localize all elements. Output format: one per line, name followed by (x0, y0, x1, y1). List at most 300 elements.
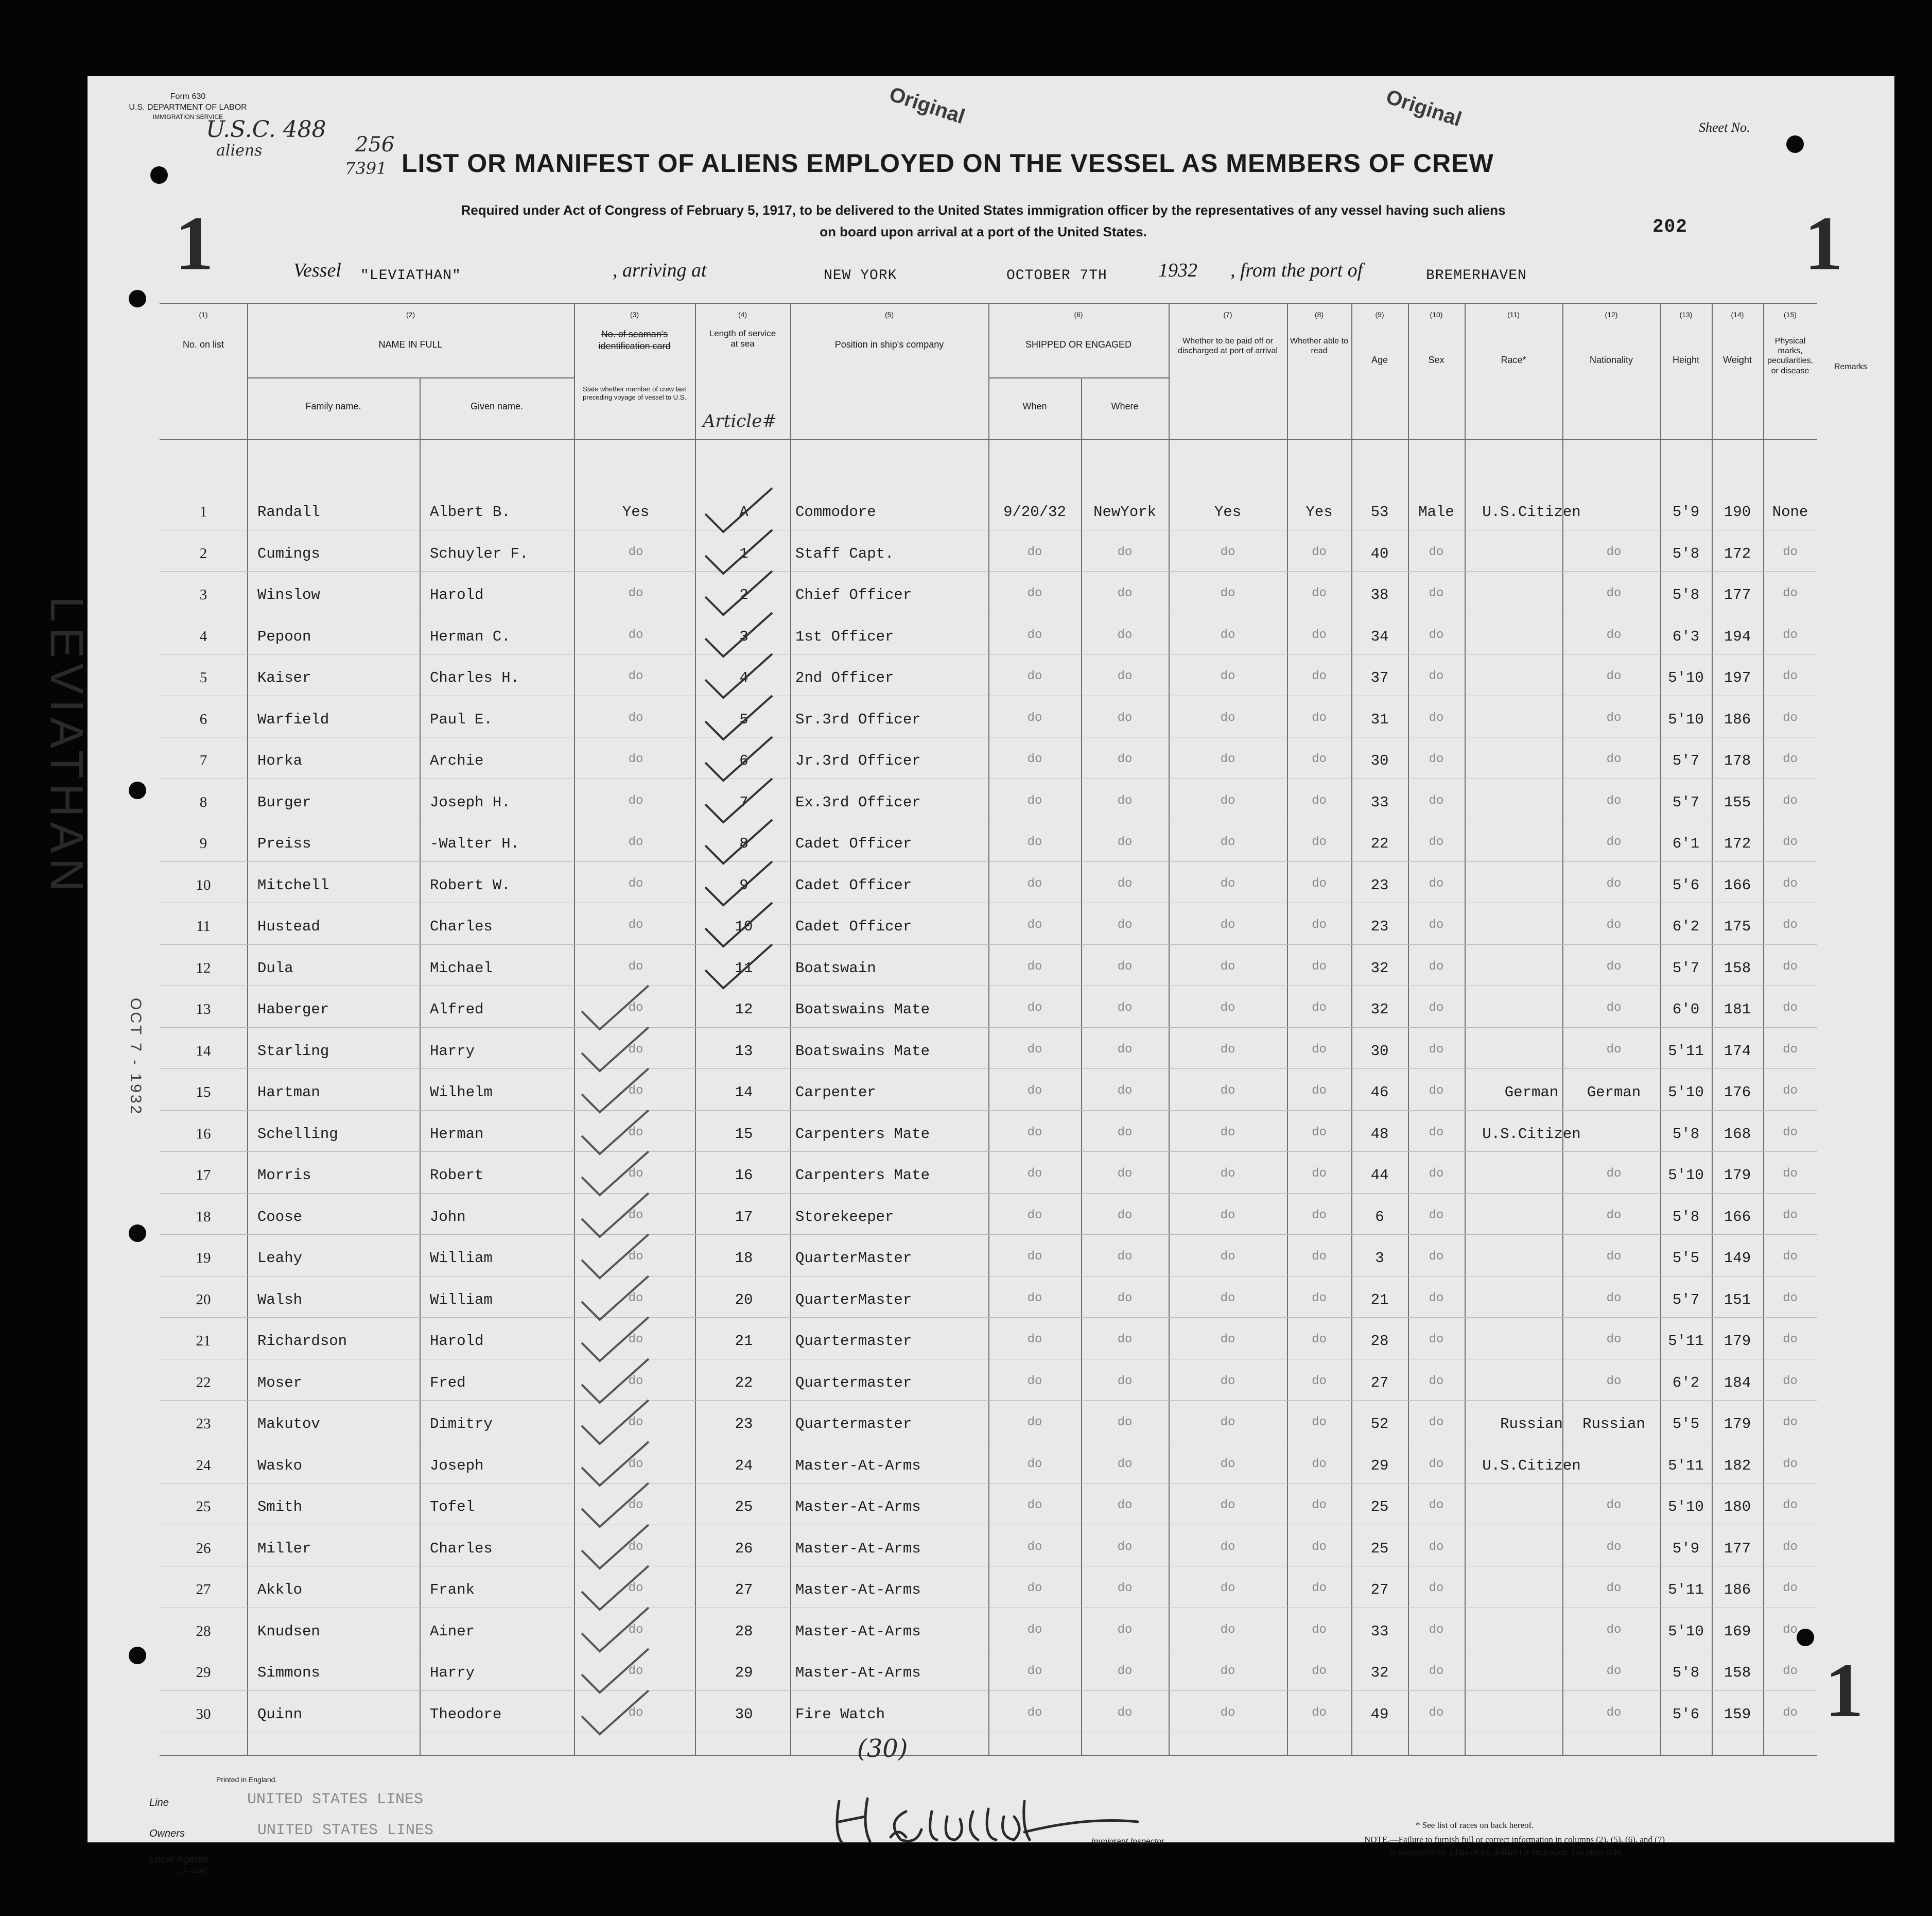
cell-where: do (1117, 545, 1133, 559)
cell-nat: do (1606, 752, 1622, 766)
cell-height: 5'7 (1672, 793, 1700, 811)
cell-no: 17 (196, 1167, 211, 1183)
cell-weight: 177 (1724, 586, 1751, 603)
cell-height: 5'8 (1672, 545, 1700, 562)
line-value: UNITED STATES LINES (247, 1791, 424, 1808)
cell-position: Fire Watch (795, 1705, 885, 1723)
cell-service: 9 (739, 876, 749, 894)
cell-sex: do (1429, 1125, 1444, 1140)
punch-hole (129, 1647, 146, 1664)
cell-prev: do (628, 1333, 643, 1347)
cell-position: Ex.3rd Officer (795, 793, 921, 811)
cell-position: Quartermaster (795, 1374, 912, 1391)
cell-given: Frank (430, 1581, 475, 1598)
header-id-card: No. of seaman's identification card (598, 329, 671, 351)
cell-weight: 182 (1724, 1457, 1751, 1474)
cell-age: 38 (1370, 586, 1389, 603)
cell-weight: 172 (1724, 835, 1751, 852)
cell-when: do (1027, 1084, 1042, 1098)
cell-height: 5'6 (1672, 1705, 1700, 1723)
cell-where: do (1117, 1125, 1133, 1140)
cell-family: Knudsen (257, 1622, 320, 1640)
cell-nat: do (1606, 835, 1622, 849)
printed-note: Printed in England. (216, 1775, 277, 1784)
table-row (160, 1245, 1817, 1286)
penalty-note-2: is punishable by a fine of ten dollars for each alien. See other side. (1390, 1847, 1623, 1857)
header-given-name: Given name. (470, 401, 524, 411)
cell-no: 6 (199, 711, 207, 728)
cell-prev: do (628, 1001, 643, 1015)
header-sex: Sex (1428, 355, 1444, 365)
cell-sex: do (1429, 876, 1444, 891)
cell-phys: do (1783, 1457, 1798, 1471)
cell-weight: 158 (1724, 1664, 1751, 1681)
cell-prev: do (628, 1374, 643, 1388)
cell-position: Commodore (795, 504, 876, 521)
cell-where: do (1117, 628, 1133, 642)
cell-position: Boatswain (795, 959, 876, 977)
col-num: (7) (1223, 310, 1232, 319)
cell-paid: do (1220, 959, 1235, 974)
cell-nat: do (1606, 1167, 1622, 1181)
cell-read: do (1312, 1705, 1327, 1720)
cell-family: Morris (257, 1167, 311, 1184)
department: U.S. DEPARTMENT OF LABOR (129, 102, 247, 112)
col-num: (4) (738, 310, 747, 319)
cell-weight: 179 (1724, 1167, 1751, 1184)
table-row (160, 1576, 1817, 1617)
cell-paid: do (1220, 1001, 1235, 1015)
cell-prev: do (628, 711, 643, 725)
cell-paid: do (1220, 628, 1235, 642)
cell-service: 16 (735, 1167, 753, 1184)
header-shipped: SHIPPED OR ENGAGED (1025, 339, 1132, 350)
cell-family: Horka (257, 752, 303, 769)
inspector-label: Immigrant Inspector. (1091, 1837, 1167, 1846)
cell-service: 20 (735, 1291, 753, 1308)
cell-service: A (739, 504, 749, 521)
cell-age: 29 (1370, 1457, 1389, 1474)
cell-read: do (1312, 1498, 1327, 1512)
cell-weight: 178 (1724, 752, 1751, 769)
col-num: (6) (1074, 310, 1083, 319)
table-row (160, 1120, 1817, 1162)
arrival-year: 1932 (1158, 260, 1197, 281)
cell-sex: do (1429, 1581, 1444, 1595)
cell-family: Kaiser (257, 669, 311, 686)
cell-position: QuarterMaster (795, 1250, 912, 1267)
cell-weight: 168 (1724, 1125, 1751, 1143)
cell-prev: do (628, 545, 643, 559)
cell-phys: do (1783, 711, 1798, 725)
cell-race: U.S.Citizen (1482, 1457, 1581, 1474)
cell-given: Schuyler F. (430, 545, 529, 562)
cell-sex: do (1429, 918, 1444, 932)
cell-family: Leahy (257, 1250, 303, 1267)
cell-sex: do (1429, 1705, 1444, 1720)
table-row (160, 830, 1817, 871)
cell-sex: do (1429, 1167, 1444, 1181)
vertical-vessel-name (40, 596, 93, 896)
cell-when: 9/20/32 (1003, 504, 1066, 521)
cell-paid: do (1220, 1581, 1235, 1595)
original-stamp: Original (886, 82, 968, 129)
cell-prev: do (628, 586, 643, 600)
table-row (160, 1286, 1817, 1327)
cell-no: 13 (196, 1001, 211, 1017)
cell-when: do (1027, 1208, 1042, 1222)
header-physical: Physical marks, peculiarities, or disease (1767, 337, 1813, 375)
cell-prev: do (628, 1125, 643, 1140)
date-stamp-text: OCT 7 - 1932 (127, 998, 144, 1116)
cell-phys: do (1783, 1622, 1798, 1637)
col-num: (12) (1605, 310, 1618, 319)
cell-nat: do (1606, 793, 1622, 808)
cell-paid: do (1220, 1664, 1235, 1678)
cell-position: Carpenters Mate (795, 1167, 930, 1184)
cell-when: do (1027, 1581, 1042, 1595)
cell-prev: do (628, 1622, 643, 1637)
cell-paid: do (1220, 918, 1235, 932)
cell-service: 26 (735, 1540, 753, 1557)
margin-note (206, 117, 326, 159)
cell-phys: do (1783, 835, 1798, 849)
cell-weight: 186 (1724, 1581, 1751, 1598)
cell-weight: 159 (1724, 1705, 1751, 1723)
cell-when: do (1027, 545, 1042, 559)
cell-prev: do (628, 1167, 643, 1181)
cell-no: 18 (196, 1208, 211, 1225)
cell-weight: 181 (1724, 1001, 1751, 1018)
cell-sex: do (1429, 586, 1444, 600)
cell-sex: do (1429, 1622, 1444, 1637)
cell-weight: 190 (1724, 504, 1751, 521)
cell-family: Dula (257, 959, 293, 977)
table-row (160, 1079, 1817, 1120)
table-row (160, 1659, 1817, 1700)
cell-phys: do (1783, 1333, 1798, 1347)
cell-where: do (1117, 711, 1133, 725)
cell-no: 9 (199, 835, 207, 852)
cell-position: Sr.3rd Officer (795, 711, 921, 728)
form-number: Form 630 (170, 92, 206, 101)
cell-where: do (1117, 918, 1133, 932)
table-row (160, 913, 1817, 954)
cell-read: do (1312, 1664, 1327, 1678)
header-where: Where (1111, 401, 1139, 411)
cell-when: do (1027, 669, 1042, 683)
cell-read: do (1312, 1622, 1327, 1637)
cell-service: 6 (739, 752, 749, 769)
cell-nat: do (1606, 1540, 1622, 1554)
cell-weight: 177 (1724, 1540, 1751, 1557)
table-row (160, 1327, 1817, 1369)
cell-position: Cadet Officer (795, 876, 912, 894)
cell-sex: do (1429, 1498, 1444, 1512)
cell-where: do (1117, 1208, 1133, 1222)
table-row (160, 1038, 1817, 1079)
cell-family: Winslow (257, 586, 320, 603)
cell-height: 5'5 (1672, 1416, 1700, 1432)
owners-label: Owners (149, 1828, 185, 1839)
cell-age: 53 (1370, 504, 1389, 521)
cell-family: Burger (257, 793, 311, 811)
cell-when: do (1027, 1167, 1042, 1181)
table-row (160, 1203, 1817, 1245)
cell-where: NewYork (1093, 504, 1156, 521)
cell-paid: do (1220, 1042, 1235, 1057)
cell-where: do (1117, 1333, 1133, 1347)
cell-prev: do (628, 669, 643, 683)
cell-age: 32 (1370, 1664, 1389, 1681)
cell-age: 44 (1370, 1167, 1389, 1184)
cell-when: do (1027, 1622, 1042, 1637)
cell-family: Richardson (257, 1333, 347, 1350)
header-weight: Weight (1723, 355, 1752, 365)
cell-where: do (1117, 1581, 1133, 1595)
cell-phys: None (1772, 504, 1808, 521)
cell-height: 5'10 (1668, 1084, 1704, 1101)
cell-paid: do (1220, 1125, 1235, 1140)
cell-age: 27 (1370, 1374, 1389, 1391)
cell-paid: do (1220, 1208, 1235, 1222)
cell-read: do (1312, 628, 1327, 642)
cell-prev: do (628, 1291, 643, 1305)
penalty-note-1: NOTE.—Failure to furnish full or correct information in columns (2), (5), (6), and (7) (1364, 1835, 1665, 1844)
cell-height: 5'8 (1672, 1664, 1700, 1681)
cell-given: Harold (430, 586, 484, 603)
cell-position: Master-At-Arms (795, 1457, 921, 1474)
cell-given: Robert (430, 1167, 484, 1184)
cell-when: do (1027, 1001, 1042, 1015)
cell-height: 6'3 (1672, 628, 1700, 645)
cell-read: do (1312, 1208, 1327, 1222)
cell-service: 15 (735, 1125, 753, 1143)
cell-age: 33 (1370, 793, 1389, 811)
cell-given: John (430, 1208, 466, 1225)
header-length-service: Length of service at sea (709, 329, 776, 349)
cell-read: do (1312, 1333, 1327, 1347)
cell-nat: do (1606, 1001, 1622, 1015)
cell-weight: 179 (1724, 1416, 1751, 1432)
cell-height: 5'11 (1668, 1333, 1704, 1350)
table-row (160, 623, 1817, 664)
cell-service: 3 (739, 628, 749, 645)
header-position: Position in ship's company (834, 339, 944, 350)
page-subtitle (324, 200, 1642, 243)
cell-when: do (1027, 1664, 1042, 1678)
cell-read: do (1312, 959, 1327, 974)
cell-height: 5'8 (1672, 1208, 1700, 1225)
cell-where: do (1117, 1664, 1133, 1678)
cell-position: Boatswains Mate (795, 1042, 930, 1060)
vessel-name: "LEVIATHAN" (360, 268, 461, 284)
cell-weight: 197 (1724, 669, 1751, 686)
cell-paid: do (1220, 835, 1235, 849)
sheet-number-left: 1 (175, 201, 214, 286)
cell-paid: do (1220, 545, 1235, 559)
cell-nat: do (1606, 669, 1622, 683)
cell-where: do (1117, 1457, 1133, 1471)
cell-position: Master-At-Arms (795, 1664, 921, 1681)
cell-phys: do (1783, 1042, 1798, 1057)
cell-given: Theodore (430, 1705, 502, 1723)
table-row (160, 498, 1817, 540)
cell-paid: do (1220, 1457, 1235, 1471)
cell-age: 3 (1375, 1250, 1384, 1267)
header-paid-off: Whether to be paid off or discharged at port of arrival (1178, 337, 1278, 356)
cell-nat: do (1606, 1291, 1622, 1305)
cell-phys: do (1783, 1664, 1798, 1678)
cell-paid: do (1220, 793, 1235, 808)
col-num: (14) (1731, 310, 1744, 319)
cell-nat: do (1606, 1622, 1622, 1637)
cell-age: 27 (1370, 1581, 1389, 1598)
cell-age: 46 (1370, 1084, 1389, 1101)
cell-nat: do (1606, 918, 1622, 932)
cell-height: 5'8 (1672, 1125, 1700, 1143)
cell-age: 33 (1370, 1622, 1389, 1640)
cell-given: Archie (430, 752, 484, 769)
cell-phys: do (1783, 1374, 1798, 1388)
cell-weight: 169 (1724, 1622, 1751, 1640)
cell-nat: do (1606, 1705, 1622, 1720)
cell-prev: do (628, 876, 643, 891)
check-mark (695, 939, 782, 996)
cell-given: Harry (430, 1042, 475, 1060)
cell-paid: do (1220, 1374, 1235, 1388)
cell-where: do (1117, 1498, 1133, 1512)
table-row (160, 872, 1817, 913)
cell-sex: do (1429, 1291, 1444, 1305)
cell-phys: do (1783, 1416, 1798, 1429)
cell-service: 30 (735, 1705, 753, 1723)
cell-paid: do (1220, 752, 1235, 766)
table-row (160, 540, 1817, 581)
cell-age: 23 (1370, 876, 1389, 894)
cell-where: do (1117, 752, 1133, 766)
col-num: (2) (406, 310, 415, 319)
cell-prev: do (628, 1581, 643, 1595)
cell-paid: do (1220, 1291, 1235, 1305)
cell-sex: do (1429, 669, 1444, 683)
cell-age: 28 (1370, 1333, 1389, 1350)
cell-service: 24 (735, 1457, 753, 1474)
cell-service: 5 (739, 711, 749, 728)
cell-age: 30 (1370, 1042, 1389, 1060)
cell-sex: do (1429, 835, 1444, 849)
cell-weight: 175 (1724, 918, 1751, 935)
cell-when: do (1027, 1540, 1042, 1554)
cell-family: Miller (257, 1540, 311, 1557)
cell-height: 5'10 (1668, 1498, 1704, 1515)
cell-nat: do (1606, 1208, 1622, 1222)
cell-family: Quinn (257, 1705, 303, 1723)
cell-where: do (1117, 835, 1133, 849)
page-title: LIST OR MANIFEST OF ALIENS EMPLOYED ON THE VESSEL AS MEMBERS OF CREW (402, 149, 1494, 178)
cell-paid: do (1220, 1167, 1235, 1181)
cell-weight: 166 (1724, 1208, 1751, 1225)
col-num: (11) (1507, 310, 1520, 319)
cell-when: do (1027, 1705, 1042, 1720)
cell-phys: do (1783, 669, 1798, 683)
cell-height: 5'11 (1668, 1457, 1704, 1474)
cell-weight: 166 (1724, 876, 1751, 894)
cell-no: 22 (196, 1374, 211, 1391)
cell-age: 25 (1370, 1498, 1389, 1515)
cell-position: Cadet Officer (795, 918, 912, 935)
cell-position: Carpenter (795, 1084, 876, 1101)
cell-phys: do (1783, 1540, 1798, 1554)
cell-age: 25 (1370, 1540, 1389, 1557)
cell-age: 52 (1370, 1416, 1389, 1432)
arrival-date: OCTOBER 7TH (1006, 268, 1107, 284)
header-remarks: Remarks (1834, 363, 1867, 371)
cell-height: 5'7 (1672, 1291, 1700, 1308)
table-row (160, 664, 1817, 705)
cell-where: do (1117, 1540, 1133, 1554)
cell-read: Yes (1306, 504, 1333, 521)
cell-no: 28 (196, 1622, 211, 1639)
header-no-on-list: No. on list (182, 339, 224, 350)
table-row (160, 581, 1817, 623)
cell-given: Harold (430, 1333, 484, 1350)
sheet-no-label: Sheet No. (1699, 120, 1750, 135)
cell-family: Hartman (257, 1084, 320, 1101)
header-nationality: Nationality (1589, 355, 1633, 365)
cell-service: 14 (735, 1084, 753, 1101)
cell-where: do (1117, 876, 1133, 891)
cell-family: Schelling (257, 1125, 338, 1143)
cell-race: Russian (1500, 1416, 1563, 1432)
cell-age: 48 (1370, 1125, 1389, 1143)
cell-age: 21 (1370, 1291, 1389, 1308)
cell-age: 23 (1370, 918, 1389, 935)
cell-when: do (1027, 586, 1042, 600)
cell-when: do (1027, 835, 1042, 849)
cell-age: 37 (1370, 669, 1389, 686)
cell-given: Dimitry (430, 1416, 493, 1432)
cell-height: 6'0 (1672, 1001, 1700, 1018)
punch-hole (150, 166, 168, 184)
cell-given: William (430, 1250, 493, 1267)
col-num: (1) (199, 310, 208, 319)
cell-prev: do (628, 1664, 643, 1678)
cell-position: Staff Capt. (795, 545, 894, 562)
cell-height: 5'9 (1672, 504, 1700, 521)
cell-family: Smith (257, 1498, 303, 1515)
cell-phys: do (1783, 1250, 1798, 1264)
cell-given: Harry (430, 1664, 475, 1681)
cell-family: Moser (257, 1374, 303, 1391)
cell-service: 12 (735, 1001, 753, 1018)
cell-when: do (1027, 1291, 1042, 1305)
cell-sex: do (1429, 1042, 1444, 1057)
table-row (160, 1452, 1817, 1493)
table-row (160, 789, 1817, 830)
cell-position: Quartermaster (795, 1333, 912, 1350)
cell-phys: do (1783, 628, 1798, 642)
cell-service: 13 (735, 1042, 753, 1060)
cell-no: 25 (196, 1498, 211, 1515)
header-able-read: Whether able to read (1290, 337, 1348, 356)
punch-hole (129, 782, 146, 799)
cell-height: 5'10 (1668, 1622, 1704, 1640)
cell-position: Storekeeper (795, 1208, 894, 1225)
cell-prev: Yes (622, 504, 650, 521)
cell-paid: do (1220, 1498, 1235, 1512)
cell-where: do (1117, 1416, 1133, 1429)
